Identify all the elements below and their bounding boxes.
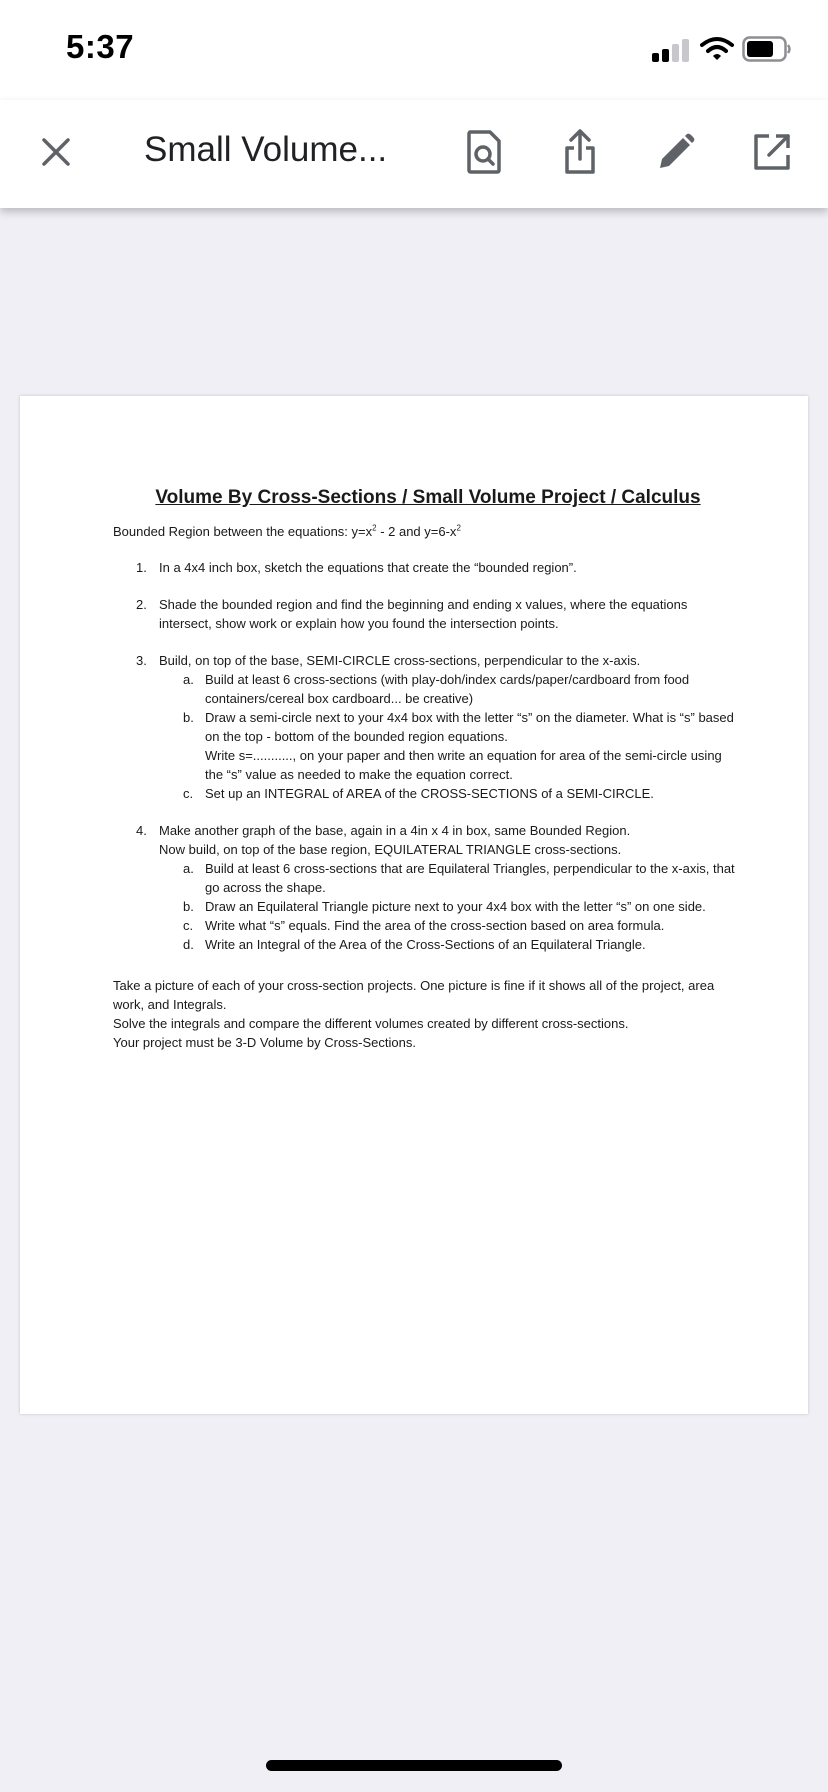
item-number: 3.	[136, 653, 147, 668]
sub-item-letter: c.	[183, 786, 194, 801]
closing-line: Your project must be 3-D Volume by Cross-Sections.	[113, 1035, 416, 1050]
closing-paragraph	[113, 976, 743, 1052]
sub-item-text: Build at least 6 cross-sections (with play-doh/index cards/paper/cardboard from food containers/cereal box cardboard... be creative)	[205, 672, 690, 706]
sub-item-text: Draw a semi-circle next to your 4x4 box with the letter “s” on the diameter. What is “s” based on the top - bottom of the bounded region equations.	[205, 710, 734, 744]
sub-list	[159, 859, 743, 954]
sub-list	[159, 670, 743, 803]
item-number: 4.	[136, 823, 147, 838]
sub-item	[159, 859, 743, 897]
list-item	[113, 558, 743, 577]
home-indicator[interactable]	[266, 1760, 562, 1771]
sub-item-text: Write an Integral of the Area of the Cross-Sections of an Equilateral Triangle.	[205, 937, 646, 952]
find-in-document-button[interactable]	[458, 128, 510, 180]
sub-item	[159, 708, 743, 784]
sub-item-letter: a.	[183, 861, 194, 876]
sub-item-letter: d.	[183, 937, 194, 952]
find-in-document-icon	[466, 130, 502, 179]
wifi-icon	[700, 36, 734, 62]
sub-item	[159, 670, 743, 708]
pencil-icon	[656, 132, 696, 177]
list-item	[113, 595, 743, 633]
intro-text: Bounded Region between the equations: y=x	[113, 524, 373, 539]
item-number: 2.	[136, 597, 147, 612]
edit-button[interactable]	[650, 128, 702, 180]
sub-item	[159, 916, 743, 935]
intro-exponent: 2	[456, 523, 461, 533]
closing-line: Take a picture of each of your cross-section projects. One picture is fine if it shows all of the project, area work, and Integrals.	[113, 978, 715, 1012]
instruction-list	[113, 558, 743, 954]
status-bar	[0, 0, 828, 100]
sub-item	[159, 784, 743, 803]
list-item	[113, 821, 743, 954]
sub-item-letter: a.	[183, 672, 194, 687]
sub-item-letter: b.	[183, 710, 194, 725]
closing-line: Solve the integrals and compare the different volumes created by different cross-sections.	[113, 1016, 629, 1031]
sub-item-letter: b.	[183, 899, 194, 914]
intro-exponent: 2	[372, 523, 377, 533]
item-text: In a 4x4 inch box, sketch the equations that create the “bounded region”.	[159, 560, 577, 575]
share-icon	[562, 129, 598, 180]
document-title: Small Volume...	[144, 130, 388, 169]
cellular-signal-icon	[652, 36, 692, 62]
status-time: 5:37	[66, 28, 135, 65]
item-text: Now build, on top of the base region, EQUILATERAL TRIANGLE cross-sections.	[159, 842, 622, 857]
item-text: Build, on top of the base, SEMI-CIRCLE cross-sections, perpendicular to the x-axis.	[159, 653, 641, 668]
open-in-new-button[interactable]	[746, 128, 798, 180]
sub-item-text: Draw an Equilateral Triangle picture next to your 4x4 box with the letter “s” on one side.	[205, 899, 706, 914]
open-in-new-icon	[753, 133, 791, 176]
close-icon	[40, 136, 72, 173]
document-page	[20, 396, 808, 1414]
share-button[interactable]	[554, 128, 606, 180]
battery-icon	[742, 36, 792, 62]
sub-item-letter: c.	[183, 918, 194, 933]
sub-item-text: Set up an INTEGRAL of AREA of the CROSS-SECTIONS of a SEMI-CIRCLE.	[205, 786, 654, 801]
sub-item	[159, 935, 743, 954]
item-number: 1.	[136, 560, 147, 575]
sub-item	[159, 897, 743, 916]
sub-item-text: Build at least 6 cross-sections that are Equilateral Triangles, perpendicular to the x-axis, that go across the shape.	[205, 861, 735, 895]
sub-item-text: Write what “s” equals. Find the area of the cross-section based on area formula.	[205, 918, 665, 933]
toolbar	[0, 100, 828, 208]
sub-item-text: Write s=..........., on your paper and then write an equation for area of the semi-circle using the “s” value as needed to make the equation correct.	[205, 748, 722, 782]
list-item	[113, 651, 743, 803]
doc-heading: Volume By Cross-Sections / Small Volume Project / Calculus	[155, 487, 701, 508]
document-content	[113, 486, 743, 1052]
item-text: Make another graph of the base, again in a 4in x 4 in box, same Bounded Region.	[159, 823, 631, 838]
item-text: Shade the bounded region and find the beginning and ending x values, where the equations intersect, show work or explain how you found the intersection points.	[159, 597, 688, 631]
close-button[interactable]	[30, 128, 82, 180]
doc-intro	[113, 522, 743, 541]
intro-text: - 2 and y=6-x	[376, 524, 457, 539]
